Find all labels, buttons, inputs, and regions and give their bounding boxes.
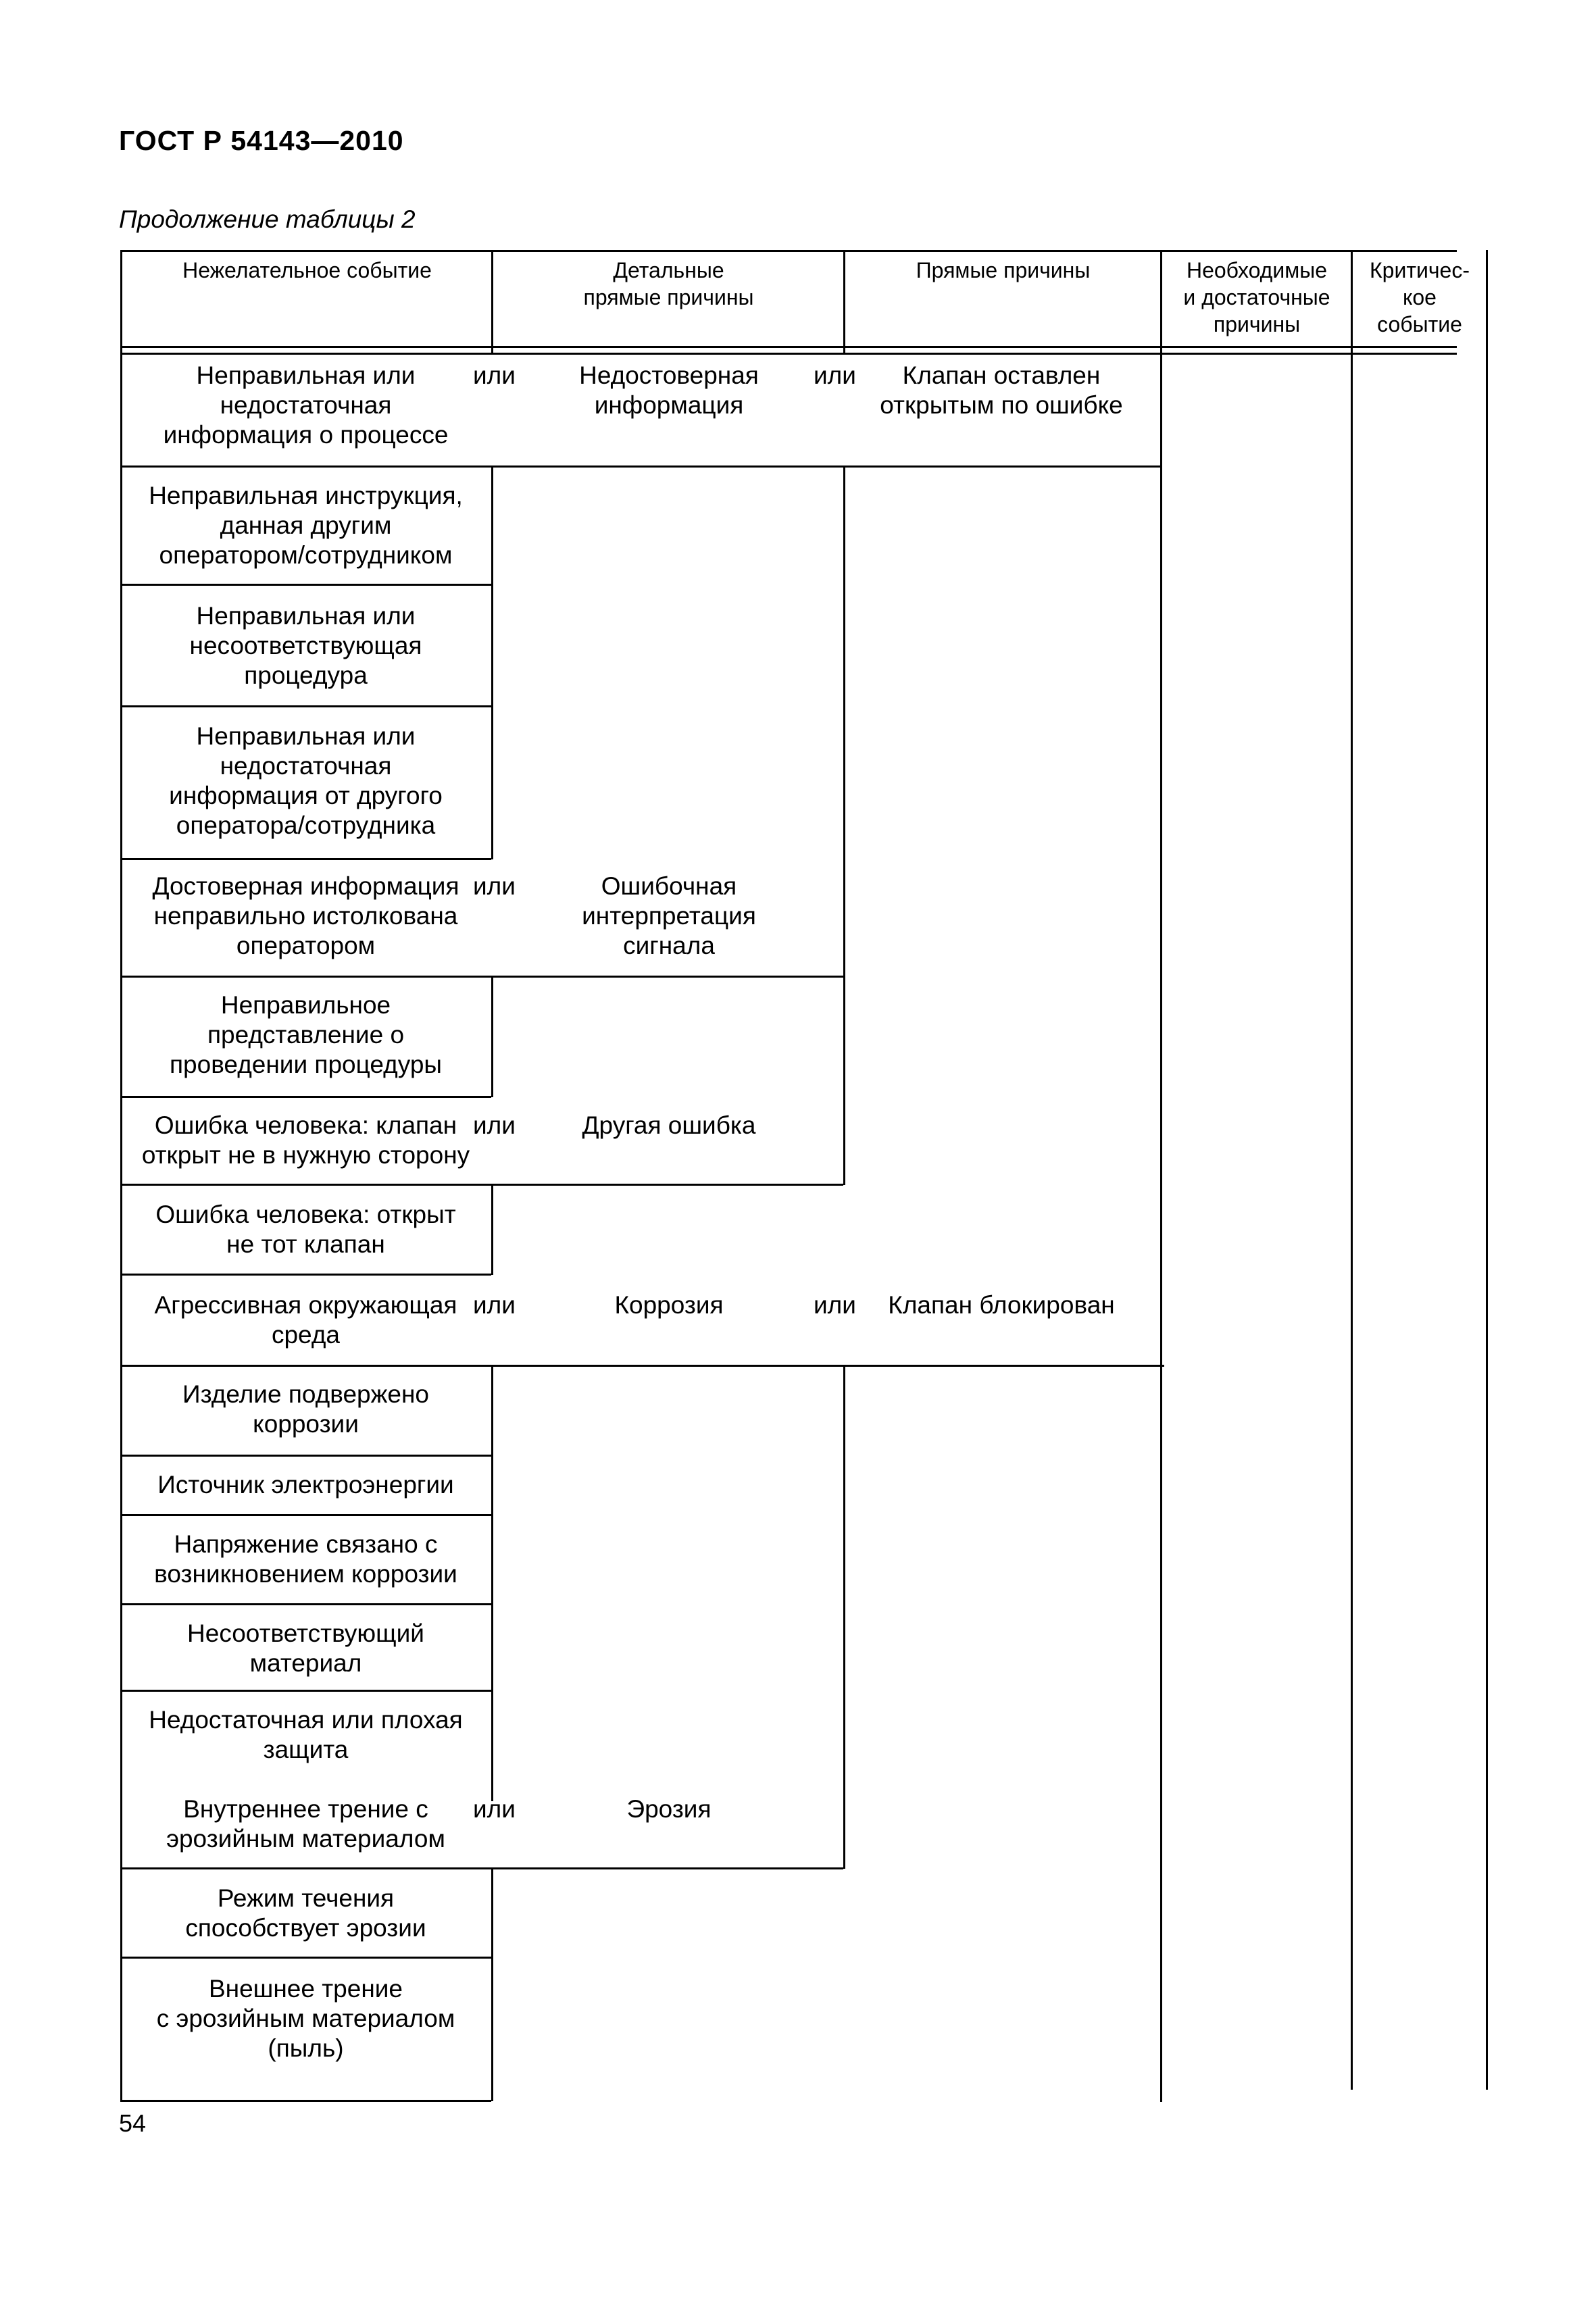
row-divider <box>120 1603 491 1605</box>
header-direct-causes: Прямые причины <box>916 258 1091 282</box>
col1-right-border <box>491 466 493 859</box>
row-divider <box>120 1867 843 1869</box>
event-cell: Несоответствующий материал <box>187 1619 424 1677</box>
event-cell: Ошибка человека: открыт не тот клапан <box>155 1201 456 1258</box>
event-cell: Изделие подвержено коррозии <box>182 1380 429 1438</box>
detailed-cause-cell: Ошибочная интерпретация сигнала <box>582 872 756 959</box>
event-cell: Неправильная или недостаточная информация от другого оператора/сотрудника <box>169 722 443 839</box>
event-cell: Ошибка человека: клапан открыт не в нужную сторону <box>141 1111 470 1169</box>
row-divider <box>120 1184 843 1186</box>
row-divider <box>120 466 1160 468</box>
row-divider <box>120 976 843 978</box>
col2-right-border <box>843 466 845 1185</box>
row-divider <box>120 1690 491 1692</box>
detailed-cause-cell: Эрозия <box>626 1795 712 1823</box>
header-critical-event: Критичес- кое событие <box>1370 258 1470 336</box>
detailed-cause-cell: Коррозия <box>614 1291 724 1319</box>
table-right-border <box>1486 250 1488 2090</box>
direct-cause-cell: Клапан оставлен открытым по ошибке <box>880 361 1123 419</box>
or-connector: или <box>473 1291 516 1319</box>
or-connector: или <box>814 1291 856 1319</box>
event-cell: Режим течения способствует эрозии <box>185 1884 426 1942</box>
header-necessary-causes: Необходимые и достаточные причины <box>1183 258 1330 336</box>
row-divider <box>120 1096 491 1098</box>
row-divider <box>120 1514 491 1516</box>
header-bottom-border <box>120 346 1457 348</box>
row-divider <box>120 705 491 707</box>
event-cell: Внешнее трение с эрозийным материалом (пыль) <box>156 1975 455 2062</box>
event-cell: Агрессивная окружающая среда <box>154 1291 457 1349</box>
detailed-cause-cell: Другая ошибка <box>582 1111 756 1139</box>
page-number: 54 <box>119 2109 147 2137</box>
event-cell: Неправильная инструкция, данная другим оператором/сотрудником <box>149 482 463 569</box>
table-top-border <box>120 250 1457 252</box>
header-bottom-border-double <box>120 353 1457 355</box>
or-connector: или <box>473 1795 516 1823</box>
event-cell: Напряжение связано с возникновением коррозии <box>154 1530 457 1588</box>
detailed-cause-cell: Недостоверная информация <box>579 361 759 419</box>
col1-right-border <box>491 1867 493 2101</box>
row-divider <box>120 584 491 586</box>
row-divider <box>120 2100 491 2102</box>
event-cell: Недостаточная или плохая защита <box>149 1706 463 1763</box>
row-divider <box>120 1455 491 1457</box>
event-cell: Достоверная информация неправильно истолкована оператором <box>152 872 459 959</box>
direct-cause-cell: Клапан блокирован <box>888 1291 1115 1319</box>
row-divider <box>120 858 491 860</box>
header-event: Нежелательное событие <box>182 258 432 282</box>
header-detailed-causes: Детальные прямые причины <box>583 258 754 309</box>
necessary-column-border <box>1160 250 1162 2102</box>
event-cell: Неправильное представление о проведении процедуры <box>170 991 442 1078</box>
row-divider <box>120 1274 491 1276</box>
standard-number: ГОСТ Р 54143—2010 <box>119 125 404 156</box>
table-continuation-caption: Продолжение таблицы 2 <box>119 205 416 233</box>
critical-column-border <box>1351 250 1353 2090</box>
event-cell: Неправильная или несоответствующая процедура <box>189 602 422 689</box>
event-cell: Источник электроэнергии <box>157 1471 454 1499</box>
col1-right-border <box>491 1184 493 1275</box>
col2-right-border <box>843 1365 845 1869</box>
or-connector: или <box>814 361 856 389</box>
row-divider <box>120 1365 1164 1367</box>
header-divider-1 <box>491 250 493 353</box>
event-cell: Неправильная или недостаточная информация о процессе <box>163 361 449 449</box>
or-connector: или <box>473 872 516 900</box>
event-cell: Внутреннее трение с эрозийным материалом <box>166 1795 445 1853</box>
or-connector: или <box>473 361 516 389</box>
header-divider-2 <box>843 250 845 353</box>
row-divider <box>120 1957 491 1959</box>
or-connector: или <box>473 1111 516 1139</box>
col1-right-border <box>491 1365 493 1801</box>
col1-right-border <box>491 976 493 1097</box>
